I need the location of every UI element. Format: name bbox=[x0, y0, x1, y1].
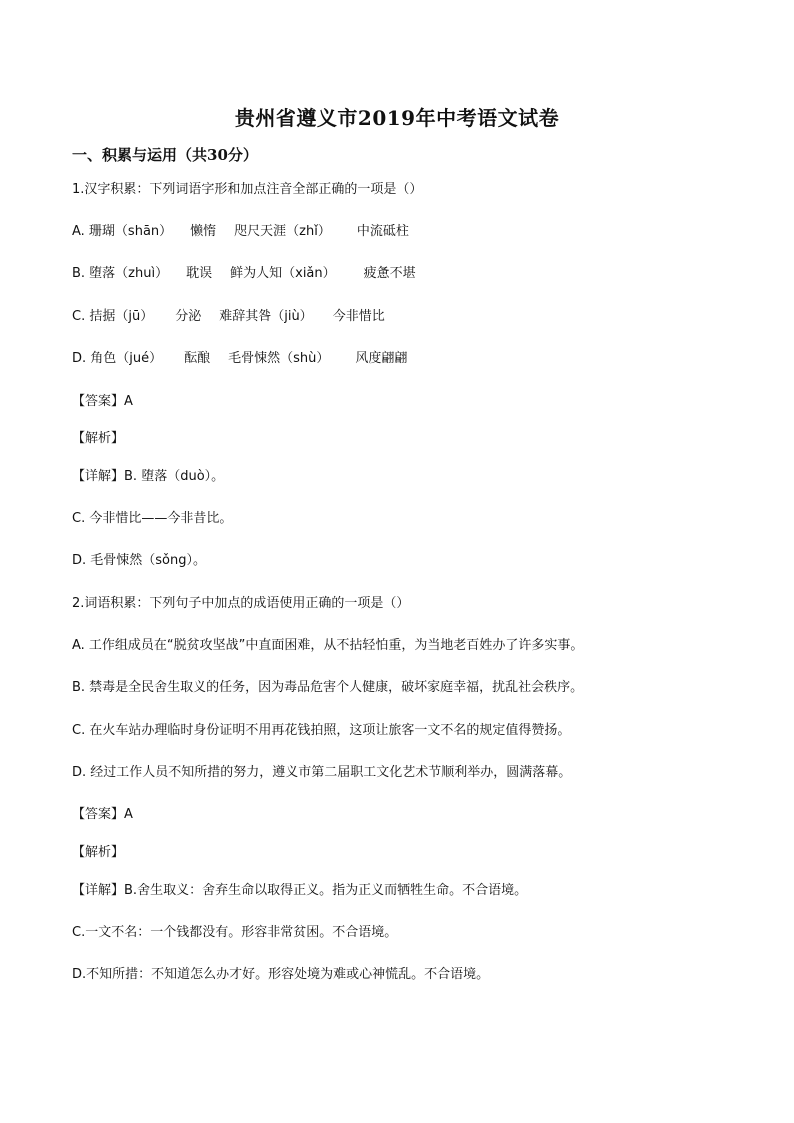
option-c-part-4: 今非惜比 bbox=[332, 309, 385, 324]
question-2-analysis-tag: 【解析】 bbox=[72, 845, 125, 860]
question-2-option-b: B. 禁毒是全民舍生取义的任务，因为毒品危害个人健康，破坏家庭幸福，扰乱社会秩序。 bbox=[72, 680, 584, 695]
detail-tag: 【详解】 bbox=[72, 883, 125, 898]
answer-value: A bbox=[124, 807, 133, 822]
answer-value: A bbox=[124, 394, 133, 409]
option-c-part-1: C. 拮据（jū） bbox=[72, 309, 154, 324]
question-1-detail-3: D. 毛骨悚然（sǒng）。 bbox=[72, 553, 206, 568]
question-1-option-a bbox=[72, 222, 427, 242]
question-1-option-c bbox=[72, 307, 403, 327]
question-1-option-b bbox=[72, 264, 434, 284]
section-heading: 一、积累与运用（共30分） bbox=[72, 146, 258, 164]
option-b-part-2: 耽误 bbox=[186, 266, 213, 281]
detail-text: B.舍生取义：舍弃生命以取得正义。指为正义而牺牲生命。不合语境。 bbox=[124, 883, 528, 898]
question-1-detail-2: C. 今非惜比——今非昔比。 bbox=[72, 511, 233, 526]
detail-tag: 【详解】 bbox=[72, 469, 125, 484]
question-2-option-d: D. 经过工作人员不知所措的努力，遵义市第二届职工文化艺术节顺利举办，圆满落幕。 bbox=[72, 765, 572, 780]
answer-tag: 【答案】 bbox=[72, 394, 125, 409]
option-a-part-1: A. 珊瑚（shān） bbox=[72, 224, 173, 239]
option-d-part-4: 风度翩翩 bbox=[355, 351, 408, 366]
option-c-part-3: 难辞其咎（jiù） bbox=[219, 309, 313, 324]
question-2-detail-3: D.不知所措：不知道怎么办才好。形容处境为难或心神慌乱。不合语境。 bbox=[72, 967, 490, 982]
option-d-part-2: 酝酿 bbox=[184, 351, 211, 366]
page-title: 贵州省遵义市2019年中考语文试卷 bbox=[234, 106, 560, 130]
question-2-detail-2: C.一文不名：一个钱都没有。形容非常贫困。不合语境。 bbox=[72, 925, 398, 940]
option-a-part-4: 中流砥柱 bbox=[356, 224, 409, 239]
question-1-detail-1 bbox=[72, 467, 224, 487]
option-b-part-4: 疲惫不堪 bbox=[363, 266, 416, 281]
option-b-part-1: B. 堕落（zhuì） bbox=[72, 266, 169, 281]
question-1-stem: 1.汉字积累：下列词语字形和加点注音全部正确的一项是（） bbox=[72, 182, 423, 197]
question-2-stem: 2.词语积累：下列句子中加点的成语使用正确的一项是（） bbox=[72, 596, 410, 611]
question-2-option-c: C. 在火车站办理临时身份证明不用再花钱拍照，这项让旅客一文不名的规定值得赞扬。 bbox=[72, 723, 571, 738]
option-b-part-3: 鲜为人知（xiǎn） bbox=[230, 266, 336, 281]
question-2-option-a: A. 工作组成员在“脱贫攻坚战”中直面困难，从不拈轻怕重，为当地老百姓办了许多实事。 bbox=[72, 638, 584, 653]
question-1-option-d bbox=[72, 349, 425, 369]
option-d-part-3: 毛骨悚然（shù） bbox=[228, 351, 330, 366]
option-a-part-3: 咫尺天涯（zhǐ） bbox=[234, 224, 331, 239]
detail-text: B. 堕落（duò）。 bbox=[124, 469, 225, 484]
option-c-part-2: 分泌 bbox=[175, 309, 202, 324]
answer-tag: 【答案】 bbox=[72, 807, 125, 822]
question-2-detail-1 bbox=[72, 881, 527, 901]
option-a-part-2: 懒惰 bbox=[190, 224, 217, 239]
option-d-part-1: D. 角色（jué） bbox=[72, 351, 163, 366]
question-1-analysis-tag: 【解析】 bbox=[72, 431, 125, 446]
question-2-answer bbox=[72, 805, 133, 825]
question-1-answer bbox=[72, 392, 133, 412]
